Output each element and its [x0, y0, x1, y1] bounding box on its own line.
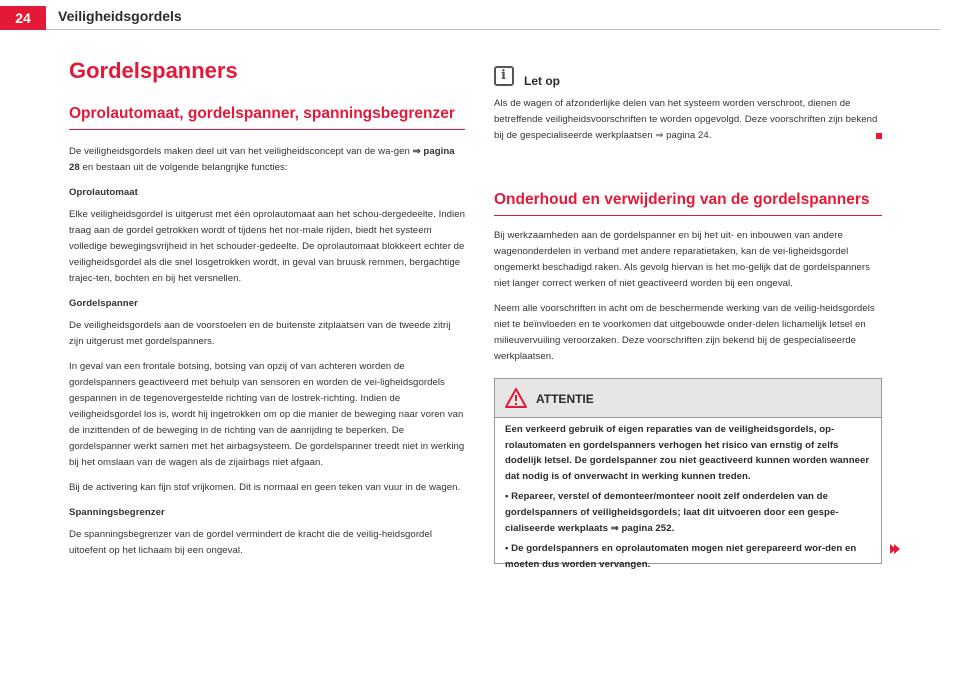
- warning-bullet-repair-text: • Repareer, verstel of demonteer/monteer nooit zelf onderdelen van de gordelspanners of veiligheidsgordels; laat dit uitvoeren door een gespe-cialiseerde werkplaats: [505, 491, 839, 534]
- warning-box: [494, 378, 882, 570]
- warning-bullet-replace: • De gordelspanners en oprolautomaten mogen niet gerepareerd wor-den en moeten dus worden vervangen.: [505, 543, 857, 570]
- page-number: 24: [0, 6, 46, 30]
- subheading-spanningsbegrenzer: Spanningsbegrenzer: [69, 507, 165, 518]
- running-title: Veiligheidsgordels: [58, 8, 182, 24]
- header-divider: [46, 29, 940, 30]
- paragraph-spanningsbegrenzer: De spanningsbegrenzer van de gordel vermindert de kracht die de veilig-heidsgordel uitoefent op het lichaam bij een ongeval.: [69, 529, 433, 556]
- warning-triangle-icon: [505, 388, 527, 408]
- warning-bullet-repair: [505, 489, 871, 536]
- warning-intro: Een verkeerd gebruik of eigen reparaties van de veiligheidsgordels, op-rolautomaten en gordelspanners verhogen het risico van ernstig of zelfs dodelijk letsel. De gordelspanner zou niet geactiveerd kunnen worden wanneer dat nodig is of onverwacht in werking kunnen treden.: [505, 424, 870, 482]
- intro-text-end: en bestaan uit de volgende belangrijke functies:: [79, 162, 288, 173]
- subheading-gordelspanner: Gordelspanner: [69, 298, 138, 309]
- warning-header: [495, 379, 881, 418]
- section-oprolautomaat-heading-wrap: [69, 105, 465, 130]
- paragraph-oprolautomaat: Elke veiligheidsgordel is uitgerust met één oprolautomaat aan het schou-dergedeelte. Indien traag aan de gordel getrokken wordt of tijdens het nor-male rijden, biedt het systeem volledige bewegingsvrijheid in het schouder-gedeelte. De oprolautomaat blokkeert echter de veiligheidsgordel als die snel losgetrokken wordt, in geval van bruusk remmen, bergachtige trajec-ten, bochten en bij het versnellen.: [69, 209, 466, 284]
- continue-arrow-icon: [889, 543, 901, 555]
- note-label: Let op: [524, 74, 560, 88]
- warning-label: ATTENTIE: [536, 392, 594, 406]
- paragraph-werkzaamheden: Bij werkzaamheden aan de gordelspanner en bij het uit- en inbouwen van andere wagenonderdelen in verband met andere reparatietaken, kan de vei-ligheidsgordel ongemerkt beschadigd raken. Als gevolg hiervan is het mo-gelijk dat de gordelspanners niet langer correct werken of niet geactiveerd worden bij een ongeval.: [494, 230, 870, 289]
- intro-paragraph: [69, 144, 465, 176]
- section-onderhoud-heading: Onderhoud en verwijdering van de gordelspanners: [494, 191, 870, 208]
- subheading-oprolautomaat: Oprolautomaat: [69, 187, 138, 198]
- section-onderhoud-heading-wrap: [494, 191, 882, 216]
- note-body: [494, 96, 882, 144]
- note-text-content: Als de wagen of afzonderlijke delen van het systeem worden verschroot, dienen de betreffende veiligheidsvoorschriften te worden opgevolgd. Deze voorschriften zijn bekend bij de gespecialiseerde werkplaatsen: [494, 98, 878, 141]
- note-page-reference-link[interactable]: ⇒ pagina 24.: [655, 130, 712, 141]
- page-header: [0, 0, 960, 30]
- end-marker-icon: [876, 133, 882, 139]
- info-icon: i: [494, 66, 514, 86]
- warning-page-reference-link[interactable]: ⇒ pagina 252.: [610, 522, 675, 534]
- paragraph-gordelspanner: De veiligheidsgordels aan de voorstoelen en de buitenste zitplaatsen van de tweede zitrij zijn uitgerust met gordelspanners.: [69, 320, 451, 347]
- paragraph-fijn-stof: Bij de activering kan fijn stof vrijkomen. Dit is normaal en geen teken van vuur in de wagen.: [69, 482, 461, 493]
- section-onderhoud-body: [494, 228, 882, 365]
- paragraph-voorschriften: Neem alle voorschriften in acht om de beschermende werking van de veilig-heidsgordels niet te beïnvloeden en te voorkomen dat uitgebouwde onder-delen lichamelijk letsel en milieuvervuiling veroorzaken. Deze voorschriften zijn bekend bij de gespecialiseerde werkplaatsen.: [494, 303, 875, 362]
- intro-text: De veiligheidsgordels maken deel uit van het veiligheidsconcept van de wa-gen: [69, 146, 413, 157]
- section-oprolautomaat-body: [69, 144, 465, 559]
- paragraph-botsing: In geval van een frontale botsing, botsing van opzij of van achteren worden de gordelspanners geactiveerd met behulp van sensoren en worden de vei-ligheidsgordels gespannen in de tegenovergestelde richting van de lostrek-richting. Indien de veiligheidsgordel los is, wordt hij ingetrokken om op die manier de beweging naar voren van de inzittenden of de beweging in de richting van de aanrijding te beperken. De gordelspanner werkt samen met het airbagsysteem. De gordelspanner treedt niet in werking bij het omslaan van de wagen als de zijairbags niet afgaan.: [69, 361, 465, 468]
- warning-body: [495, 418, 881, 572]
- page-reference-link[interactable]: ⇒ pagina 28: [69, 146, 455, 173]
- note-text: [494, 96, 882, 144]
- main-title: Gordelspanners: [69, 58, 238, 83]
- section-oprolautomaat-heading: Oprolautomaat, gordelspanner, spanningsbegrenzer: [69, 105, 455, 122]
